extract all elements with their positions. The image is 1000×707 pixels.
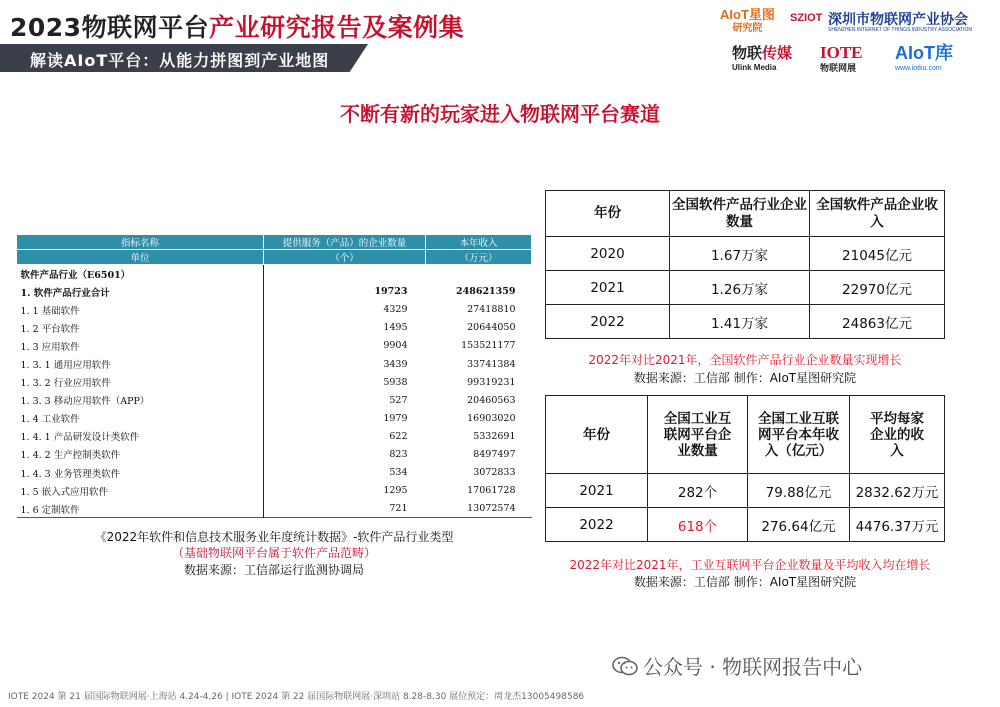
company-count-cell: 1.67万家 (670, 237, 810, 271)
stats-row-name: 1. 软件产品行业合计 (17, 283, 264, 301)
table-row (17, 373, 532, 391)
aiotku-logo-sub: www.iotku.com (895, 65, 942, 72)
stats-unit-row (17, 250, 532, 265)
year-cell: 2022 (546, 508, 648, 542)
table-row (17, 409, 532, 427)
table-row (546, 237, 945, 271)
aiot-star-logo-text: AIoT星图 (720, 7, 775, 22)
stats-unit-cell: （个） (264, 250, 426, 265)
ulink-logo-en: Ulink Media (732, 63, 777, 72)
table-row (546, 271, 945, 305)
aiot-star-logo (720, 8, 775, 36)
stats-row-count: 5938 (383, 376, 408, 388)
stats-row-name: 1. 3. 2 行业应用软件 (17, 373, 264, 391)
stats-row-revenue: 27418810 (467, 304, 516, 316)
stats-row-name: 1. 4. 2 生产控制类软件 (17, 445, 264, 463)
stats-row-count: 9904 (383, 340, 408, 352)
stats-row-count: 622 (389, 430, 408, 442)
footer-text: IOTE 2024 第 21 届国际物联网展·上海站 4.24-4.26 | IOTE 2024 第 22 届国际物联网展·深圳站 8.28-8.30 展位预定：周龙杰13005498586 (8, 692, 585, 702)
stats-row-count: 4329 (383, 304, 408, 316)
stats-row-revenue: 13072574 (467, 503, 516, 515)
aiotku-logo (895, 45, 953, 77)
stats-row-count: 19723 (374, 286, 408, 298)
stats-table-source: 数据来源：工信部运行监测协调局 (183, 563, 364, 577)
stats-row-revenue: 17061728 (467, 485, 516, 497)
stats-row-name: 1. 2 平台软件 (17, 319, 264, 337)
industrial-internet-table (545, 395, 945, 542)
industrial-table-source: 数据来源：工信部 制作：AIoT星图研究院 (633, 575, 857, 589)
industrial-growth-note: 2022年对比2021年，工业互联网平台企业数量及平均收入均在增长 (569, 558, 931, 572)
association-name-en: SHENZHEN INTERNET OF THINGS INDUSTRY ASSOCIATION (828, 27, 973, 33)
report-title-part2: 产业研究报告及案例集 (209, 13, 465, 42)
stats-row-count: 1295 (383, 485, 408, 497)
column-header-year: 年份 (546, 191, 670, 237)
stats-section-row (17, 265, 532, 283)
software-table-source: 数据来源：工信部 制作：AIoT星图研究院 (633, 371, 857, 385)
stats-row-revenue: 248621359 (456, 286, 516, 298)
platform-count-cell-highlight: 618个 (648, 508, 748, 542)
column-header-company-count: 全国软件产品行业企业数量 (670, 191, 810, 237)
software-industry-table (545, 190, 945, 339)
year-cell: 2020 (546, 237, 670, 271)
year-cell: 2022 (546, 305, 670, 339)
stats-row-revenue: 20460563 (467, 394, 516, 406)
sziot-logo: SZIOT (790, 12, 823, 24)
table-row (17, 445, 532, 463)
company-count-cell: 1.26万家 (670, 271, 810, 305)
stats-row-name: 1. 4. 1 产品研发设计类软件 (17, 427, 264, 445)
stats-header-cell: 本年收入 (426, 235, 532, 250)
iote-logo (820, 45, 863, 77)
revenue-cell: 24863亿元 (810, 305, 945, 339)
table-row (17, 301, 532, 319)
stats-table-caption-highlight: （基础物联网平台属于软件产品范畴） (171, 546, 376, 560)
iote-logo-text: IOTE (820, 43, 863, 62)
table-row (17, 337, 532, 355)
stats-row-count: 534 (389, 467, 408, 479)
aiot-star-logo-sub: 研究院 (732, 23, 763, 34)
column-header-average-revenue: 平均每家企业的收入 (850, 396, 945, 474)
stats-row-revenue: 20644050 (467, 322, 516, 334)
report-title (10, 8, 464, 44)
stats-row-name: 1. 3. 3 移动应用软件（APP） (17, 391, 264, 409)
revenue-cell: 22970亿元 (810, 271, 945, 305)
stats-row-name: 1. 4 工业软件 (17, 409, 264, 427)
stats-row-count: 1979 (383, 412, 408, 424)
column-header-platform-revenue: 全国工业互联网平台本年收入（亿元） (748, 396, 850, 474)
table-row (17, 391, 532, 409)
stats-row-name: 1. 5 嵌入式应用软件 (17, 482, 264, 500)
table-header-row (546, 396, 945, 474)
column-header-revenue: 全国软件产品企业收入 (810, 191, 945, 237)
stats-header-cell: 指标名称 (17, 235, 264, 250)
stats-row-count: 721 (389, 503, 408, 515)
table-row (546, 305, 945, 339)
stats-row-revenue: 8497497 (473, 448, 516, 460)
stats-row-name: 1. 3. 1 通用应用软件 (17, 355, 264, 373)
stats-section-label: 软件产品行业（E6501） (17, 265, 264, 283)
software-growth-note: 2022年对比2021年，全国软件产品行业企业数量实现增长 (588, 353, 902, 367)
iote-logo-sub: 物联网展 (820, 64, 857, 74)
table-row (17, 355, 532, 373)
stats-unit-cell: （万元） (426, 250, 532, 265)
stats-row-count: 527 (389, 394, 408, 406)
table-row (17, 464, 532, 482)
table-row (17, 283, 532, 301)
wechat-icon (612, 656, 638, 676)
table-row (17, 482, 532, 500)
stats-row-count: 1495 (383, 322, 408, 334)
stats-row-revenue: 3072833 (473, 467, 516, 479)
stats-table-caption: 《2022年软件和信息技术服务业年度统计数据》-软件产品行业类型 (94, 530, 454, 544)
stats-row-revenue: 99319231 (467, 376, 516, 388)
stats-row-revenue: 16903020 (467, 412, 516, 424)
table-row (546, 508, 945, 542)
report-subtitle: 解读AIoT平台：从能力拼图到产业地图 (30, 51, 330, 70)
stats-row-name: 1. 6 定制软件 (17, 500, 264, 518)
aiotku-logo-text: AIoT库 (895, 43, 953, 63)
column-header-platform-count: 全国工业互联网平台企业数量 (648, 396, 748, 474)
table-header-row (546, 191, 945, 237)
software-stats-table (16, 234, 532, 518)
table-row (17, 427, 532, 445)
wechat-account-watermark: 公众号 · 物联网报告中心 (643, 655, 863, 679)
stats-row-count: 3439 (383, 358, 408, 370)
average-revenue-cell: 4476.37万元 (850, 508, 945, 542)
platform-count-cell: 282个 (648, 474, 748, 508)
average-revenue-cell: 2832.62万元 (850, 474, 945, 508)
stats-row-name: 1. 1 基础软件 (17, 301, 264, 319)
association-name: 深圳市物联网产业协会 (828, 11, 968, 27)
software-stats-table-wrapper (16, 234, 532, 518)
stats-header-row (17, 235, 532, 250)
stats-header-cell: 提供服务（产品）的企业数量 (264, 235, 426, 250)
stats-row-revenue: 33741384 (467, 358, 516, 370)
stats-row-revenue: 153521177 (461, 340, 516, 352)
ulink-logo-part1: 物联 (732, 45, 763, 62)
report-title-part1: 2023物联网平台 (10, 13, 210, 42)
table-row (17, 500, 532, 518)
ulink-media-logo (732, 47, 792, 75)
table-row (546, 474, 945, 508)
column-header-year: 年份 (546, 396, 648, 474)
year-cell: 2021 (546, 474, 648, 508)
table-row (17, 319, 532, 337)
stats-row-count: 823 (389, 448, 408, 460)
stats-row-revenue: 5332691 (473, 430, 516, 442)
stats-unit-cell: 单位 (17, 250, 264, 265)
year-cell: 2021 (546, 271, 670, 305)
stats-row-name: 1. 4. 3 业务管理类软件 (17, 464, 264, 482)
ulink-logo-part2: 传媒 (762, 45, 793, 62)
stats-row-name: 1. 3 应用软件 (17, 337, 264, 355)
slide-title: 不断有新的玩家进入物联网平台赛道 (340, 102, 660, 126)
revenue-cell: 21045亿元 (810, 237, 945, 271)
platform-revenue-cell: 79.88亿元 (748, 474, 850, 508)
platform-revenue-cell: 276.64亿元 (748, 508, 850, 542)
company-count-cell: 1.41万家 (670, 305, 810, 339)
